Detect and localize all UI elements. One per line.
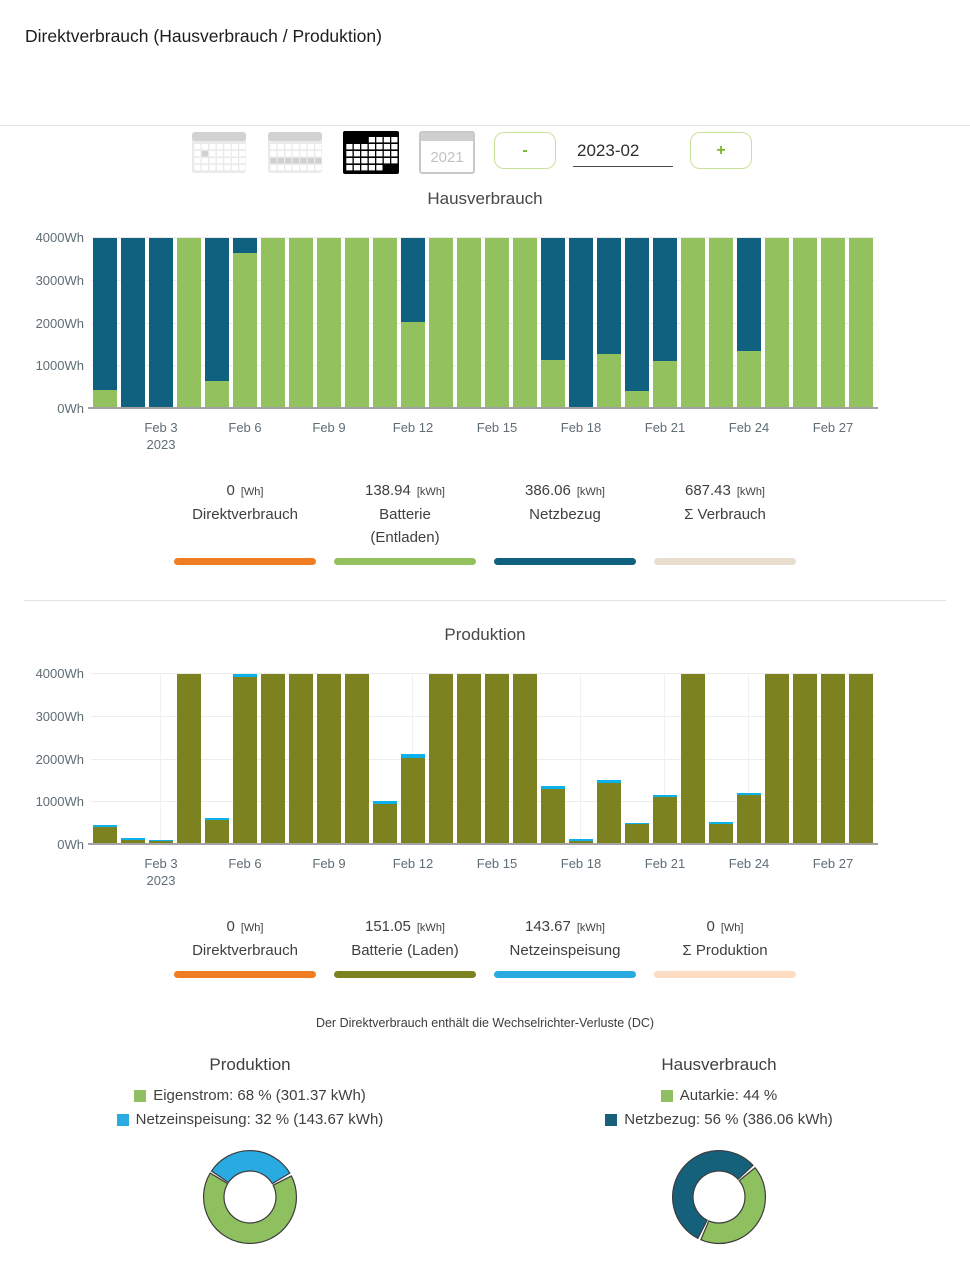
produktion-donut-chart — [198, 1142, 302, 1252]
bar-feb-4-batterie-entladen- — [177, 238, 201, 409]
chart-title-hausverbrauch: Hausverbrauch — [427, 189, 543, 208]
summary-unit: [kWh] — [576, 922, 605, 934]
summary-unit: [Wh] — [720, 922, 744, 934]
pie-legend-text: Eigenstrom: 68 % (301.37 kWh) — [153, 1087, 366, 1104]
x-tick-label: Feb 24 — [728, 856, 770, 871]
bar-feb-8-batterie-entladen- — [289, 238, 313, 409]
bar-feb-6-batterie-entladen- — [233, 253, 257, 409]
view-week-button[interactable] — [267, 131, 323, 174]
pie-legend-eigenstrom — [30, 1084, 470, 1108]
y-tick-label: 4000Wh — [35, 230, 84, 245]
pie-legend-text: Netzbezug: 56 % (386.06 kWh) — [624, 1111, 833, 1128]
bar-feb-6-netzeinspeisung — [233, 674, 257, 677]
y-tick-label: 0Wh — [57, 837, 84, 852]
x-tick-label: Feb 3 — [144, 856, 178, 871]
bar-feb-26-batterie-laden- — [793, 674, 817, 845]
bar-feb-9-batterie-entladen- — [317, 238, 341, 409]
header-divider — [0, 125, 970, 126]
legend-square-icon — [134, 1090, 146, 1102]
summary-item-batterie-entladen- — [325, 482, 485, 565]
bar-feb-7-batterie-entladen- — [261, 238, 285, 409]
bar-feb-4-batterie-laden- — [177, 674, 201, 845]
gridline-horizontal — [91, 716, 875, 717]
x-tick-label: Feb 12 — [392, 420, 434, 435]
bar-feb-23-netzeinspeisung — [709, 822, 733, 825]
bar-feb-2-netzeinspeisung — [121, 838, 145, 840]
legend-square-icon — [661, 1090, 673, 1102]
summary-item-batterie-laden- — [325, 918, 485, 978]
bar-feb-15-batterie-entladen- — [485, 238, 509, 409]
produktion-plot-area — [91, 674, 875, 845]
summary-unit: [kWh] — [416, 486, 445, 498]
donut-slice-eigenstrom — [204, 1173, 297, 1243]
donut-slice-autarkie — [701, 1168, 766, 1244]
summary-color-bar — [174, 971, 316, 978]
bar-feb-22-batterie-entladen- — [681, 238, 705, 409]
bar-feb-12-netzbezug — [401, 238, 425, 322]
pie-legend-text: Autarkie: 44 % — [679, 1087, 778, 1104]
bar-feb-28-batterie-laden- — [849, 674, 873, 845]
bar-feb-19-netzeinspeisung — [597, 780, 621, 782]
chart-title-produktion: Produktion — [444, 625, 526, 644]
bar-feb-16-batterie-entladen- — [513, 238, 537, 409]
bar-feb-6-netzbezug — [233, 238, 257, 253]
hausverbrauch-pie-legend — [499, 1084, 939, 1132]
bar-feb-18-netzbezug — [569, 238, 593, 409]
date-input[interactable] — [573, 136, 673, 167]
produktion-chart — [0, 618, 970, 918]
bar-feb-14-batterie-entladen- — [457, 238, 481, 409]
bar-feb-21-batterie-entladen- — [653, 361, 677, 409]
x-tick-label: Feb 27 — [812, 420, 854, 435]
bar-feb-12-batterie-laden- — [401, 758, 425, 845]
bar-feb-23-batterie-entladen- — [709, 238, 733, 409]
donut-slice-netzeinspeisung — [212, 1151, 290, 1184]
summary-label: Batterie (Laden) — [351, 942, 459, 959]
summary-color-bar — [494, 558, 636, 565]
pie-title-produktion: Produktion — [209, 1055, 291, 1074]
gridline-horizontal — [91, 673, 875, 674]
bar-feb-24-netzeinspeisung — [737, 793, 761, 795]
y-tick-label: 3000Wh — [35, 272, 84, 288]
previous-period-button[interactable]: - — [494, 132, 556, 169]
bar-feb-28-batterie-entladen- — [849, 238, 873, 409]
bar-feb-19-batterie-entladen- — [597, 354, 621, 409]
bar-feb-24-batterie-entladen- — [737, 351, 761, 409]
summary-color-bar — [494, 971, 636, 978]
bar-feb-9-batterie-laden- — [317, 674, 341, 845]
bar-feb-18-netzeinspeisung — [569, 839, 593, 841]
summary-value: 687.43 — [684, 482, 731, 499]
bar-feb-21-netzbezug — [653, 238, 677, 361]
hausverbrauch-pie-section — [499, 1055, 939, 1257]
x-tick-label: Feb 6 — [228, 420, 262, 435]
bar-feb-26-batterie-entladen- — [793, 238, 817, 409]
summary-color-bar — [334, 971, 476, 978]
bar-feb-13-batterie-laden- — [429, 674, 453, 845]
pie-legend-text: Netzeinspeisung: 32 % (143.67 kWh) — [135, 1111, 384, 1128]
summary-value: 151.05 — [364, 918, 411, 935]
summary-value: 0 — [226, 482, 235, 499]
produktion-summary-legend — [165, 918, 805, 978]
bar-feb-12-netzeinspeisung — [401, 754, 425, 757]
x-tick-label: Feb 3 — [144, 420, 178, 435]
gridline-vertical — [580, 674, 581, 845]
x-tick-label: Feb 15 — [476, 420, 518, 435]
view-month-button[interactable] — [343, 131, 399, 174]
hausverbrauch-chart — [0, 182, 970, 482]
x-tick-year-label: 2023 — [146, 873, 176, 888]
bar-feb-3-netzeinspeisung — [149, 840, 173, 841]
summary-label: Netzbezug — [529, 506, 601, 523]
summary-label: Batterie (Entladen) — [370, 506, 440, 546]
bar-feb-5-netzbezug — [205, 238, 229, 381]
bar-feb-27-batterie-laden- — [821, 674, 845, 845]
summary-value: 143.67 — [524, 918, 571, 935]
legend-square-icon — [605, 1114, 617, 1126]
summary-item--verbrauch — [645, 482, 805, 565]
summary-item-direktverbrauch — [165, 918, 325, 978]
bar-feb-5-batterie-entladen- — [205, 381, 229, 409]
x-tick-label: Feb 18 — [560, 420, 602, 435]
bar-feb-1-netzbezug — [93, 238, 117, 390]
summary-label: Σ Produktion — [682, 942, 768, 959]
pie-legend-autarkie — [499, 1084, 939, 1108]
x-tick-label: Feb 15 — [476, 856, 518, 871]
bar-feb-25-batterie-laden- — [765, 674, 789, 845]
bar-feb-21-batterie-laden- — [653, 797, 677, 845]
y-tick-label: 1000Wh — [35, 794, 84, 810]
summary-value: 138.94 — [364, 482, 411, 499]
summary-item--produktion — [645, 918, 805, 978]
bar-feb-19-netzbezug — [597, 238, 621, 354]
x-tick-year-label: 2023 — [146, 437, 176, 452]
bar-feb-16-batterie-laden- — [513, 674, 537, 845]
bar-feb-17-netzeinspeisung — [541, 786, 565, 788]
page-title: Direktverbrauch (Hausverbrauch / Produktion) — [25, 26, 382, 46]
calendar-year-icon — [419, 131, 475, 174]
bar-feb-20-netzbezug — [625, 238, 649, 391]
bar-feb-17-netzbezug — [541, 238, 565, 360]
summary-unit: [Wh] — [240, 922, 264, 934]
year-icon-label: 2021 — [430, 149, 464, 166]
gridline-vertical — [160, 674, 161, 845]
calendar-month-icon-active — [343, 131, 399, 174]
y-tick-label: 4000Wh — [35, 666, 84, 681]
x-tick-label: Feb 6 — [228, 856, 262, 871]
bar-feb-21-netzeinspeisung — [653, 795, 677, 797]
x-axis-line — [88, 843, 878, 845]
bar-feb-23-batterie-laden- — [709, 824, 733, 845]
summary-color-bar — [654, 971, 796, 978]
bar-feb-10-batterie-entladen- — [345, 238, 369, 409]
produktion-pie-section — [30, 1055, 470, 1257]
summary-item-netzbezug — [485, 482, 645, 565]
bar-feb-19-batterie-laden- — [597, 783, 621, 845]
summary-value: 0 — [706, 918, 715, 935]
summary-item-netzeinspeisung — [485, 918, 645, 978]
bar-feb-7-batterie-laden- — [261, 674, 285, 845]
x-axis-line — [88, 407, 878, 409]
legend-square-icon — [117, 1114, 129, 1126]
bar-feb-6-batterie-laden- — [233, 677, 257, 845]
bar-feb-5-batterie-laden- — [205, 820, 229, 845]
bar-feb-11-batterie-entladen- — [373, 238, 397, 409]
summary-unit: [kWh] — [576, 486, 605, 498]
view-year-button[interactable] — [419, 131, 475, 174]
bar-feb-17-batterie-laden- — [541, 789, 565, 845]
gridline-horizontal — [91, 759, 875, 760]
pie-title-hausverbrauch: Hausverbrauch — [661, 1055, 777, 1074]
x-tick-label: Feb 21 — [644, 420, 686, 435]
bar-feb-25-batterie-entladen- — [765, 238, 789, 409]
bar-feb-8-batterie-laden- — [289, 674, 313, 845]
dc-losses-note: Der Direktverbrauch enthält die Wechselrichter-Verluste (DC) — [315, 1016, 655, 1030]
summary-color-bar — [654, 558, 796, 565]
bar-feb-15-batterie-laden- — [485, 674, 509, 845]
pie-legend-netzbezug — [499, 1108, 939, 1132]
x-tick-label: Feb 12 — [392, 856, 434, 871]
summary-unit: [kWh] — [736, 486, 765, 498]
summary-label: Netzeinspeisung — [509, 942, 621, 959]
summary-value: 0 — [226, 918, 235, 935]
bar-feb-12-batterie-entladen- — [401, 322, 425, 409]
pie-legend-netzeinspeisung — [30, 1108, 470, 1132]
bar-feb-11-netzeinspeisung — [373, 801, 397, 804]
hausverbrauch-plot-area — [91, 238, 875, 409]
calendar-week-icon — [267, 131, 323, 174]
y-tick-label: 3000Wh — [35, 708, 84, 724]
x-tick-label: Feb 9 — [312, 420, 346, 435]
bar-feb-20-batterie-laden- — [625, 824, 649, 845]
summary-unit: [kWh] — [416, 922, 445, 934]
x-tick-label: Feb 9 — [312, 856, 346, 871]
summary-item-direktverbrauch — [165, 482, 325, 565]
summary-color-bar — [334, 558, 476, 565]
y-tick-label: 1000Wh — [35, 358, 84, 374]
hausverbrauch-summary-legend — [165, 482, 805, 565]
bar-feb-17-batterie-entladen- — [541, 360, 565, 409]
produktion-pie-legend — [30, 1084, 470, 1132]
bar-feb-14-batterie-laden- — [457, 674, 481, 845]
view-day-button[interactable] — [191, 131, 247, 174]
section-divider — [24, 600, 946, 601]
bar-feb-24-netzbezug — [737, 238, 761, 351]
bar-feb-22-batterie-laden- — [681, 674, 705, 845]
bar-feb-3-netzbezug — [149, 238, 173, 409]
y-tick-label: 2000Wh — [35, 751, 84, 767]
bar-feb-24-batterie-laden- — [737, 795, 761, 845]
bar-feb-11-batterie-laden- — [373, 804, 397, 845]
bar-feb-27-batterie-entladen- — [821, 238, 845, 409]
summary-label: Direktverbrauch — [192, 942, 298, 959]
bar-feb-10-batterie-laden- — [345, 674, 369, 845]
summary-color-bar — [174, 558, 316, 565]
summary-value: 386.06 — [524, 482, 571, 499]
summary-unit: [Wh] — [240, 486, 264, 498]
x-tick-label: Feb 27 — [812, 856, 854, 871]
calendar-day-icon — [191, 131, 247, 174]
bar-feb-2-netzbezug — [121, 238, 145, 409]
next-period-button[interactable]: + — [690, 132, 752, 169]
y-tick-label: 2000Wh — [35, 315, 84, 331]
x-tick-label: Feb 21 — [644, 856, 686, 871]
bar-feb-5-netzeinspeisung — [205, 818, 229, 820]
x-tick-label: Feb 24 — [728, 420, 770, 435]
summary-label: Σ Verbrauch — [684, 506, 766, 523]
summary-label: Direktverbrauch — [192, 506, 298, 523]
x-tick-label: Feb 18 — [560, 856, 602, 871]
bar-feb-13-batterie-entladen- — [429, 238, 453, 409]
bar-feb-20-netzeinspeisung — [625, 823, 649, 824]
y-tick-label: 0Wh — [57, 401, 84, 416]
bar-feb-1-netzeinspeisung — [93, 825, 117, 827]
hausverbrauch-donut-chart — [667, 1142, 771, 1252]
